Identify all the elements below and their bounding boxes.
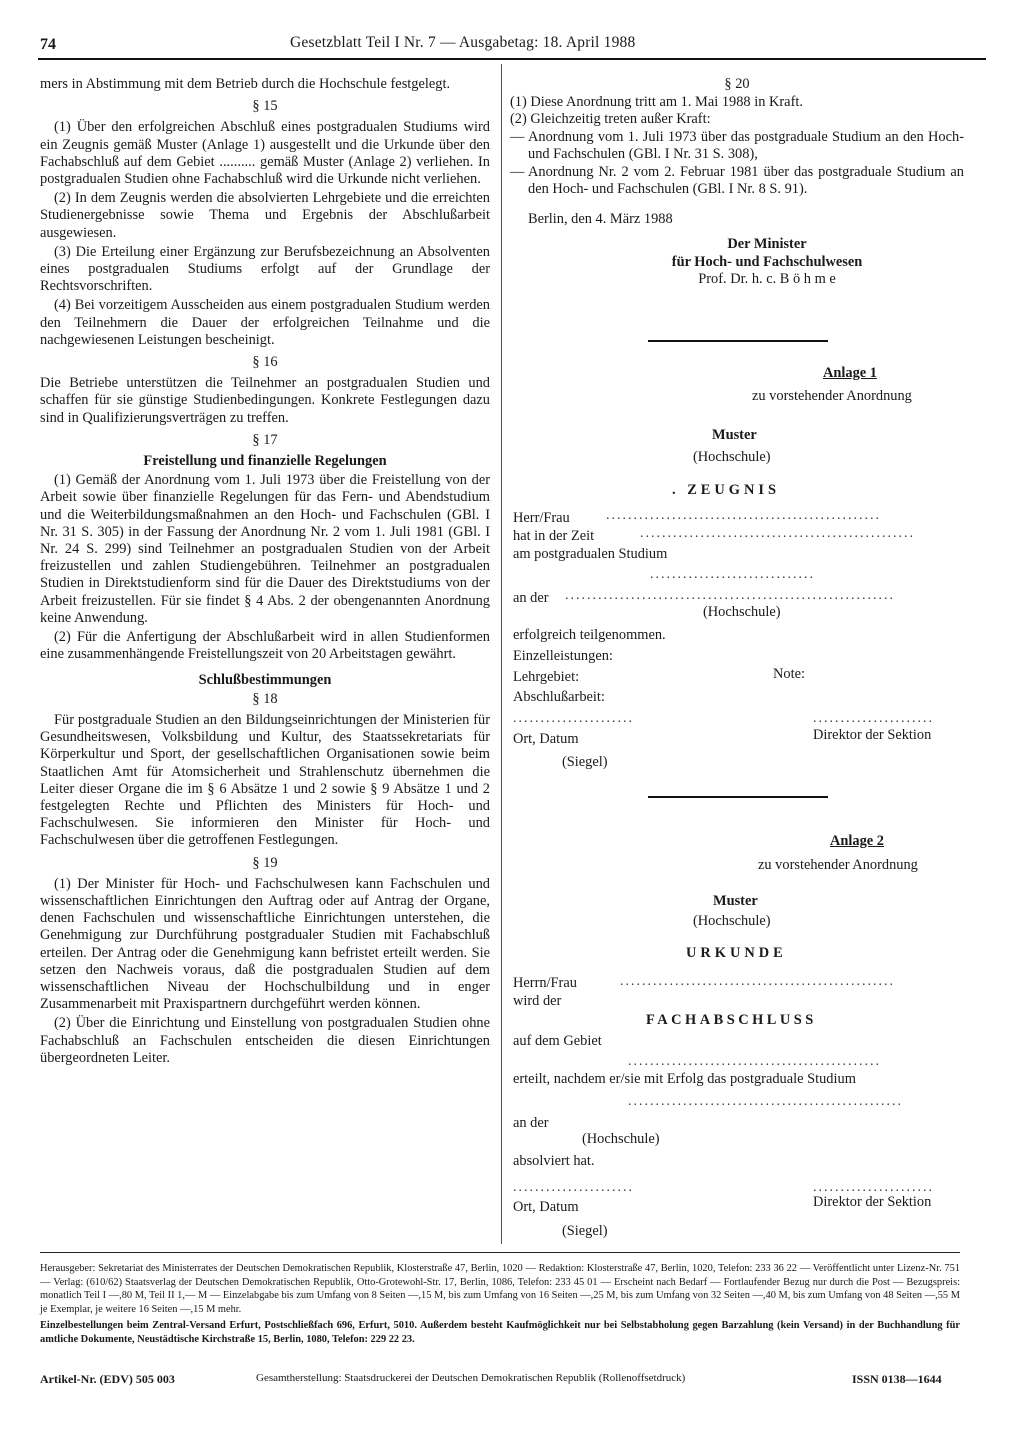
section-15-para-2: (2) In dem Zeugnis werden die absolvierten Lehrgebiete und die erreichten Studienergebnisse sowie Thema und Ergebnis der Abschlußarbeit ausgewiesen. — [40, 190, 490, 241]
director-label: Direktor der Sektion — [813, 727, 932, 743]
blank-line: .................................................. — [640, 526, 915, 541]
issn: ISSN 0138—1644 — [852, 1372, 942, 1386]
left-column — [40, 76, 490, 1069]
anlage-2-subtitle: zu vorstehender Anordnung — [758, 857, 918, 873]
section-15-para-1: (1) Über den erfolgreichen Abschluß eines postgradualen Studiums wird ein Zeugnis gemäß Muster (Anlage 1) ausgestellt und die Urkunde über den Fachabschluß auf dem Gebiet .......... gemäß Muster (Anlage 2) verliehen. In postgradualen Studien ohne Fachabschluß wird die Urkunde nicht verliehen. — [40, 119, 490, 188]
repealed-item-1-text: Anordnung vom 1. Juli 1973 über das postgraduale Studium an den Hoch- und Fachschulen (GBl. I Nr. 31 S. 308), — [528, 128, 964, 162]
blank-line: .............................. — [650, 567, 815, 582]
separator-rule-1 — [648, 340, 828, 342]
section-15-para-3: (3) Die Erteilung einer Ergänzung zur Berufsbezeichnung an Absolventen eines postgradualen Studiums erfolgt auf der Grundlage der Rechtsvorschriften. — [40, 243, 490, 295]
blank-line: ...................... — [513, 711, 634, 726]
section-20-heading: § 20 — [724, 76, 750, 92]
separator-rule-2 — [648, 796, 828, 798]
minister-name: Prof. Dr. h. c. B ö h m e — [698, 271, 836, 287]
paragraph-continuation: mers in Abstimmung mit dem Betrieb durch die Hochschule festgelegt. — [40, 76, 451, 92]
anlage-2-muster: Muster — [713, 893, 758, 909]
page-header: Gesetzblatt Teil I Nr. 7 — Ausgabetag: 18. April 1988 — [290, 34, 636, 51]
blank-line: ............................................................ — [565, 588, 895, 603]
section-16-text: Die Betriebe unterstützen die Teilnehmer an postgradualen Studien und schaffen für sie günstige Studienbedingungen. Konkrete Festlegungen dazu sind in Qualifizierungsverträgen zu treffen. — [40, 375, 490, 426]
footer — [40, 1262, 960, 1347]
section-15-heading: § 15 — [252, 98, 278, 115]
zeugnis-title: . ZEUGNIS — [672, 482, 780, 498]
hochschule-caption: (Hochschule) — [703, 604, 781, 620]
repealed-item-1 — [510, 129, 964, 164]
field-label-wird-der: wird der — [513, 993, 562, 1009]
seal-label-2: (Siegel) — [562, 1223, 608, 1239]
anlage-1-subtitle: zu vorstehender Anordnung — [752, 388, 912, 404]
blank-line: ...................... — [813, 711, 934, 726]
signing-date: Berlin, den 4. März 1988 — [528, 210, 673, 227]
anlage-2-hochschule: (Hochschule) — [693, 913, 771, 929]
anlage-2-title: Anlage 2 — [830, 833, 884, 849]
section-17-para-1: (1) Gemäß der Anordnung vom 1. Juli 1973 über die Freistellung von der Arbeit sowie über finanzielle Regelungen für das Fern- und Abendstudium und die Weiterbildungsmaßnahmen an den Hoch- und Fachschulen (GBl. I Nr. 31 S. 305) in der Fassung der Anordnung Nr. 2 vom 1. Juli 1981 (GBl. I Nr. 24 S. 299) sind Teilnehmer an postgradualen Studien von der Arbeit freizustellen und zahlen Studiengebühren. Teilnehmer an postgradualen Studien in Direktstudienform sind für die Dauer des Direktstudiums von der Arbeit freizustellen. Für sie findet § 4 Abs. 2 der obengenannten Anordnung keine Anwendung. — [40, 472, 490, 626]
repealed-item-2-text: Anordnung Nr. 2 vom 2. Februar 1981 über das postgraduale Studium an den Hoch- und Fachschulen (GBl. I Nr. 8 S. 91). — [528, 163, 964, 197]
footer-rule — [40, 1252, 960, 1253]
article-number: Artikel-Nr. (EDV) 505 003 — [40, 1372, 175, 1386]
section-20-para-2: (2) Gleichzeitig treten außer Kraft: — [510, 111, 711, 127]
section-17-heading: § 17 — [252, 431, 278, 448]
column-divider — [501, 64, 502, 1244]
page-number: 74 — [40, 36, 56, 53]
anlage-1-muster: Muster — [712, 427, 757, 443]
anlage-1-title: Anlage 1 — [823, 365, 877, 381]
fachabschluss-title: FACHABSCHLUSS — [646, 1012, 817, 1028]
section-16-heading: § 16 — [252, 354, 278, 371]
field-label-lehrgebiet: Lehrgebiet: — [513, 669, 580, 685]
dash-mark: — — [510, 128, 525, 145]
dash-mark: — — [510, 163, 525, 180]
minister-office: für Hoch- und Fachschulwesen — [671, 253, 863, 270]
urkunde-title: URKUNDE — [686, 945, 787, 961]
ordering-text: Einzelbestellungen beim Zentral-Versand Erfurt, Postschließfach 696, Erfurt, 5010. Außerdem besteht Kaufmöglichkeit nur bei Selbstabholung gegen Barzahlung (kein Versand) in der Buchhandlung für amtliche Dokumente, Neustädtische Kirchstraße 15, Berlin, 1080, Telefon: 229 22 23. — [40, 1320, 960, 1345]
hochschule-caption-2: (Hochschule) — [582, 1131, 660, 1147]
header-rule — [38, 58, 986, 60]
blank-line: .................................................. — [628, 1094, 903, 1109]
section-15-para-4: (4) Bei vorzeitigem Ausscheiden aus einem postgradualen Studium werden den Teilnehmern die Dauer der erfolgreichen Teilnahme und die nachgewiesenen Leistungen bescheinigt. — [40, 297, 490, 348]
field-label-einzelleistungen: Einzelleistungen: — [513, 648, 613, 664]
director-label-2: Direktor der Sektion — [813, 1194, 932, 1210]
section-20-para-1: (1) Diese Anordnung tritt am 1. Mai 1988 in Kraft. — [510, 93, 803, 110]
section-19-heading: § 19 — [252, 854, 278, 871]
field-label-studium: am postgradualen Studium — [513, 546, 668, 562]
field-label-zeit: hat in der Zeit — [513, 528, 595, 544]
section-17-title: Freistellung und finanzielle Regelungen — [143, 453, 387, 470]
blank-line: .............................................. — [628, 1054, 881, 1069]
blank-line: .................................................. — [606, 508, 881, 523]
right-column — [510, 76, 964, 289]
absolved-text: absolviert hat. — [513, 1153, 595, 1169]
completion-text: erteilt, nachdem er/sie mit Erfolg das postgraduale Studium — [513, 1071, 856, 1087]
final-provisions-title: Schlußbestimmungen — [198, 671, 332, 688]
section-18-text: Für postgraduale Studien an den Bildungseinrichtungen der Ministerien für Gesundheitswesen, Volksbildung und Kultur, des Staatssekretariats für Körperkultur und Sport, der gesellschaftlichen Organisationen sowie beim Staatlichen Amt für Atomsicherheit und Strahlenschutz übernehmen die Leiter dieser Organe die im § 6 Absätze 1 und 2 sowie § 9 Absätze 1 und 2 festgelegten Rechte und Pflichten des Ministers für Hoch- und Fachschulwesen. Sie informieren den Minister für Hoch- und Fachschulwesen über die getroffenen Festlegungen. — [40, 711, 490, 849]
field-label-an-der-2: an der — [513, 1115, 549, 1131]
section-19-para-2: (2) Über die Einrichtung und Einstellung von postgradualen Studien ohne Fachabschluß an Fachschulen entscheiden die diesen Einrichtungen übergeordneten Leiter. — [40, 1015, 490, 1066]
success-text: erfolgreich teilgenommen. — [513, 627, 666, 643]
section-19-para-1: (1) Der Minister für Hoch- und Fachschulwesen kann Fachschulen und wissenschaftlichen Einrichtungen den Auftrag oder auf Antrag der Organe, denen Fachschulen und wissenschaftliche Einrichtungen unterstehen, die Genehmigung zur Durchführung postgradualer Studien mit Fachabschluß erteilen. Der Antrag oder die Genehmigung kann befristet erteilt werden. Sie setzen den Nachweis voraus, daß die postgradualen Studien auf dem wissenschaftlichen Niveau der Hochschulbildung und in enger Zusammenarbeit mit Praxispartnern durchgeführt werden können. — [40, 875, 490, 1013]
field-label-gebiet: auf dem Gebiet — [513, 1033, 602, 1049]
repealed-item-2 — [510, 164, 964, 199]
anlage-1-hochschule: (Hochschule) — [693, 449, 771, 465]
section-17-para-2: (2) Für die Anfertigung der Abschlußarbeit wird in allen Studienformen eine zusammenhängende Freistellungszeit von 20 Arbeitstagen gewährt. — [40, 629, 490, 663]
printer-credit: Gesamtherstellung: Staatsdruckerei der Deutschen Demokratischen Republik (Rollenoffsetdruck) — [256, 1372, 686, 1384]
seal-label: (Siegel) — [562, 754, 608, 770]
blank-line: ...................... — [813, 1180, 934, 1195]
field-label-ort-datum-2: Ort, Datum — [513, 1199, 579, 1215]
blank-line: .................................................. — [620, 974, 895, 989]
imprint-text: Herausgeber: Sekretariat des Ministerrates der Deutschen Demokratischen Republik, Klosterstraße 47, Berlin, 1020 — Redaktion: Klosterstraße 47, Berlin, 1020, Telefon: 233 36 22 — Veröffentlicht unter Lizenz-Nr. 751 — Verlag: (610/62) Staatsverlag der Deutschen Demokratischen Republik, Otto-Grotewohl-Str. 17, Berlin, 1086, Telefon: 233 45 01 — Erscheint nach Bedarf — Fortlaufender Bezug nur durch die Post — Bezugspreis: monatlich Teil I —,80 M, Teil II 1,— M — Einzelabgabe bis zum Umfang von 8 Seiten —,15 M, bis zum Umfang von 16 Seiten —,25 M, bis zum Umfang von 32 Seiten —,40 M, bis zum Umfang von 48 Seiten —,55 M je Exemplar, je weitere 16 Seiten —,15 M mehr. — [40, 1263, 960, 1315]
field-label-an-der: an der — [513, 590, 549, 606]
blank-line: ...................... — [513, 1180, 634, 1195]
section-18-heading: § 18 — [252, 690, 278, 707]
field-label-abschlussarbeit: Abschlußarbeit: — [513, 689, 605, 705]
field-label-herrn-frau: Herrn/Frau — [513, 975, 577, 991]
field-label-note: Note: — [773, 666, 805, 682]
field-label-ort-datum: Ort, Datum — [513, 731, 579, 747]
field-label-herr-frau: Herr/Frau — [513, 510, 570, 526]
minister-title: Der Minister — [727, 236, 807, 252]
